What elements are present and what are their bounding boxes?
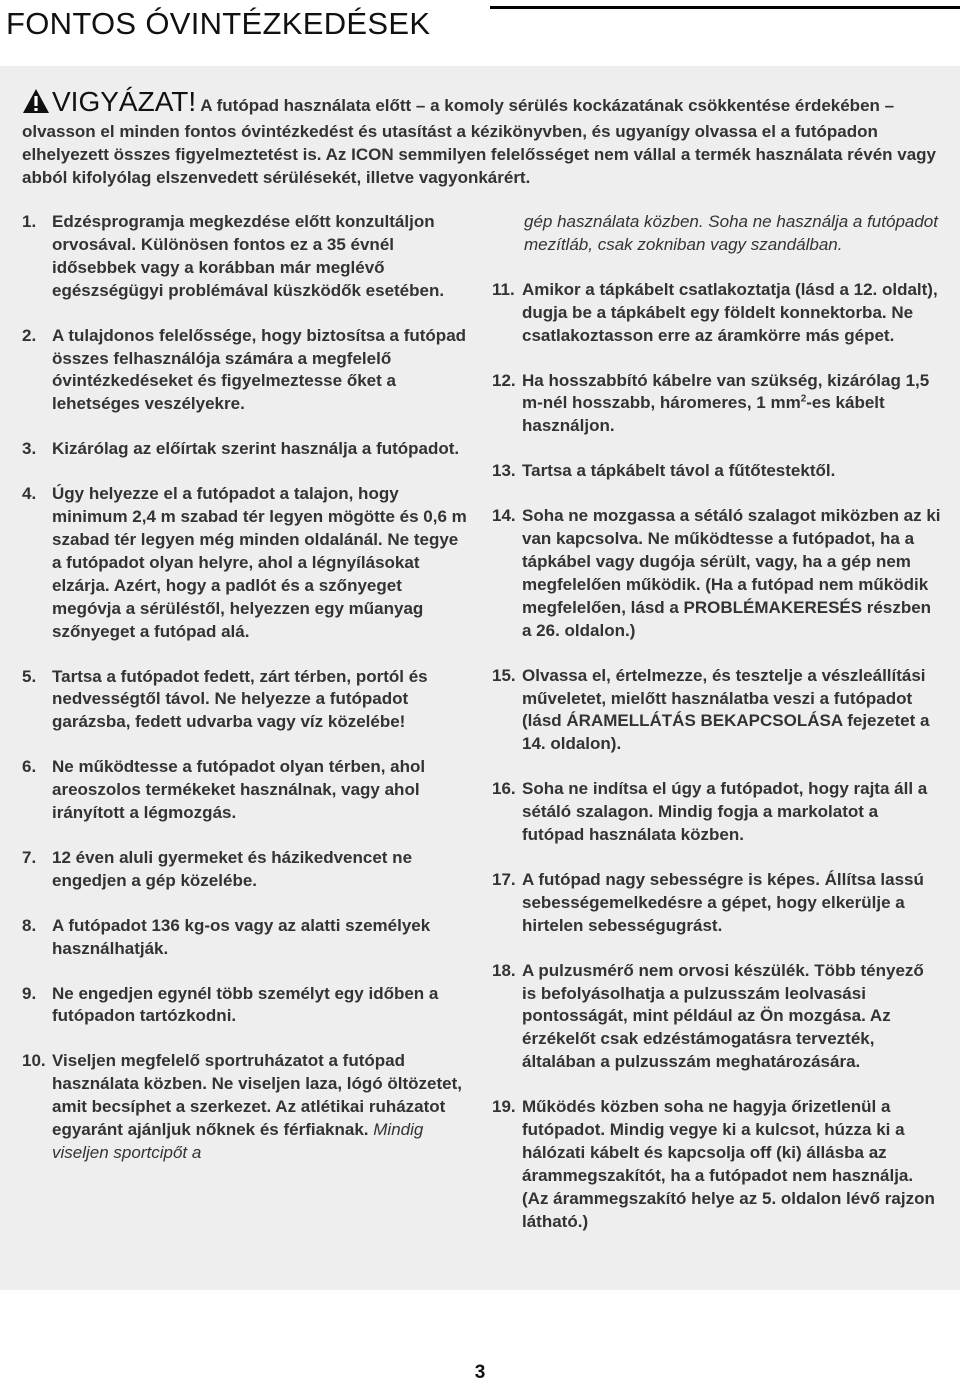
item-text: 12 éven aluli gyermeket és házikedvencet ne engedjen a gép közelébe.	[52, 847, 413, 890]
list-item	[22, 211, 472, 303]
item-text: Ha hosszabbító kábelre van szükség, kizárólag 1,5 m-nél hosszabb, háromeres, 1 mm	[522, 370, 930, 413]
item-text-end: -es kábelt használjon.	[522, 393, 885, 436]
warning-triangle-icon	[22, 88, 50, 120]
list-item	[492, 778, 942, 847]
item-text: A futópadot 136 kg-os vagy az alatti személyek használhatják.	[52, 915, 431, 958]
item-number: 7.	[22, 847, 37, 867]
item-text-italic: Mindig viseljen sportcipőt a	[52, 1120, 424, 1162]
warning-heading: VIGYÁZAT!	[52, 86, 197, 117]
item-text: Edzésprogramja megkezdése előtt konzultáljon orvosával. Különösen fontos ez a 35 évnél idősebbek vagy a korábban már meglévő egészségügyi problémával küszködők esetében.	[52, 212, 445, 300]
page-number: 3	[474, 1362, 486, 1383]
superscript: 2	[800, 393, 807, 405]
item-text: Működés közben soha ne hagyja őrizetlenül a futópadot. Mindig vegye ki a kulcsot, húzza ki a hálózati kábelt és kapcsolja off (ki) állásba az árammegszakítót, ha a futópadot nem használja. (Az árammegszakító helye az 5. oldalon lévő rajzon látható.)	[522, 1097, 935, 1231]
item-text: Olvassa el, értelmezze, és tesztelje a vészleállítási műveletet, mielőtt használatba veszi a futópadot (lásd ÁRAMELLÁTÁS BEKAPCSOLÁSA fejezetet a 14. oldalon).	[522, 665, 930, 754]
list-item	[22, 983, 472, 1029]
item-text: A futópad nagy sebességre is képes. Állítsa lassú sebességemelkedésre a gépet, hogy elkerülje a hirtelen sebességugrást.	[522, 869, 924, 935]
item-number: 16.	[492, 779, 516, 799]
item-number: 17.	[492, 869, 516, 889]
item-number: 11.	[492, 279, 515, 299]
item-number: 13.	[492, 461, 516, 481]
item-text: Tartsa a tápkábelt távol a fűtőtestektől.	[522, 461, 836, 481]
list-item	[22, 915, 472, 961]
item-number: 4.	[22, 484, 37, 504]
item-number: 10.	[22, 1051, 46, 1071]
list-item	[22, 847, 472, 893]
warning-block	[22, 88, 942, 189]
item-text: Soha ne indítsa el úgy a futópadot, hogy rajta áll a sétáló szalagon. Mindig fogja a markolatot a futópad használata közben.	[522, 779, 928, 845]
item-number: 8.	[22, 915, 37, 935]
list-item	[492, 1096, 942, 1233]
list-item	[492, 665, 942, 757]
item-text: Kizárólag az előírtak szerint használja a futópadot.	[52, 439, 460, 459]
item-number: 2.	[22, 325, 37, 345]
item-number: 15.	[492, 665, 516, 685]
item-text: Úgy helyezze el a futópadot a talajon, hogy minimum 2,4 m szabad tér legyen mögötte és 0,6 m szabad tér legyen még minden oldalánál. Ne tegye a futópadot olyan helyre, ahol a légnyílásokat elzárja. Azért, hogy a padlót és a szőnyeget megóvja a sérüléstől, helyezzen egy műanyag szőnyeget a futópad alá.	[52, 484, 467, 641]
item-number: 12.	[492, 370, 516, 390]
item-text: Amikor a tápkábelt csatlakoztatja (lásd a 12. oldalt), dugja be a tápkábelt egy földelt konnektorba. Ne csatlakoztasson erre az áramkörre más gépet.	[522, 279, 938, 345]
item-text: Ne működtesse a futópadot olyan térben, ahol areoszolos termékeket használnak, vagy ahol irányított a légmozgás.	[52, 757, 426, 823]
list-item	[492, 505, 942, 642]
list-item	[22, 483, 472, 643]
item-number: 1.	[22, 212, 37, 231]
item-number: 5.	[22, 666, 37, 686]
item-number: 19.	[492, 1097, 516, 1117]
list-item	[492, 960, 942, 1075]
item-number: 9.	[22, 983, 37, 1003]
item-number: 3.	[22, 439, 37, 459]
title-rule	[490, 6, 960, 9]
warning-text: A futópad használata előtt – a komoly sérülés kockázatának csökkentése érdekében – olvasson el minden fontos óvintézkedést és utasítást a kézikönyvben, és ugyanígy olvassa el a futópadon elhelyezett összes figyelmeztetést is. Az ICON semmilyen felelősséget nem vállal a termék használata révén vagy abból kifolyólag elszenvedett sérülésekét, illetve vagyonkárért.	[22, 96, 936, 187]
item-number: 18.	[492, 960, 516, 980]
list-item	[492, 370, 942, 439]
item-text: A pulzusmérő nem orvosi készülék. Több tényező is befolyásolhatja a pulzusszám leolvasási pontosságát, mint például az Ön mozgása. Az érzékelőt csak edzéstámogatásra tervezték, általában a pulzusszám meghatározására.	[522, 960, 924, 1072]
page-title: FONTOS ÓVINTÉZKEDÉSEK	[6, 6, 431, 41]
item-text: Viseljen megfelelő sportruházatot a futópad használata közben. Ne viseljen laza, lógó öltözetet, amit becsíphet a szerkezet. Az atlétikai ruházatot egyaránt ajánljuk nőknek és férfiaknak.	[52, 1051, 462, 1140]
list-item	[22, 1050, 472, 1165]
item-text: Ne engedjen egynél több személyt egy időben a futópadon tartózkodni.	[52, 983, 439, 1026]
item-10-continuation: gép használata közben. Soha ne használja a futópadot mezítláb, csak zokniban vagy szandálban.	[524, 212, 938, 254]
list-item	[22, 666, 472, 735]
list-item	[492, 279, 942, 348]
list-item	[22, 756, 472, 825]
item-text: A tulajdonos felelőssége, hogy biztosítsa a futópad összes felhasználója számára a megfelelő óvintézkedéseket és figyelmeztesse őket a lehetséges veszélyekre.	[52, 325, 467, 414]
item-number: 14.	[492, 506, 516, 526]
list-item	[492, 460, 942, 483]
list-item	[22, 325, 472, 417]
list-item	[22, 438, 472, 461]
item-number: 6.	[22, 757, 37, 777]
right-column	[492, 211, 942, 1256]
item-text: Soha ne mozgassa a sétáló szalagot miközben az ki van kapcsolva. Ne működtesse a futópadot, ha a tápkábel vagy dugója sérült, vagy, ha a gép nem megfelelően működik. (Ha a futópad nem működik megfelelően, lásd a PROBLÉMAKERESÉS részben a 26. oldalon.)	[522, 506, 941, 640]
left-column	[22, 211, 472, 1187]
list-item	[492, 869, 942, 938]
item-text: Tartsa a futópadot fedett, zárt térben, portól és nedvességtől távol. Ne helyezze a futópadot garázsba, fedett udvarba vagy víz közelébe!	[52, 666, 428, 732]
